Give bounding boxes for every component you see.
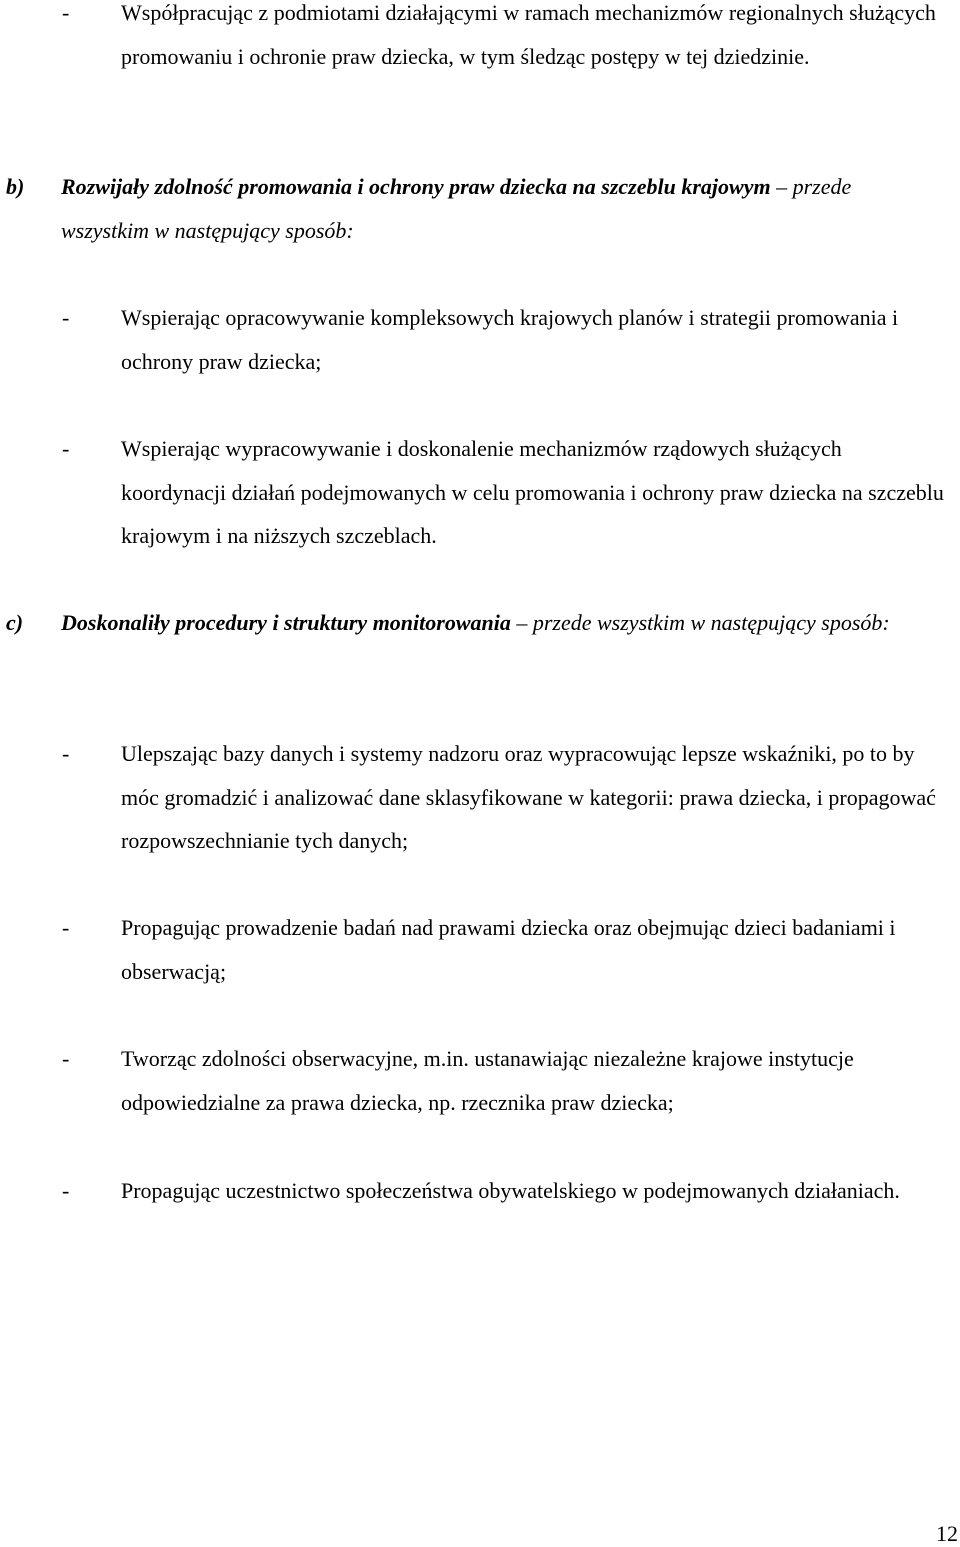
- list-item-text: Współpracując z podmiotami działającymi w ramach mechanizmów regionalnych służących promowaniu i ochronie praw dziecka, w tym śledząc postępy w tej dziedzinie.: [121, 0, 936, 69]
- list-item-text: Ulepszając bazy danych i systemy nadzoru oraz wypracowując lepsze wskaźniki, po to by móc gromadzić i analizować dane sklasyfikowane w kategorii: prawa dziecka, i propagować rozpowszechnianie tych danych;: [121, 741, 936, 853]
- section-heading-bold: Doskonaliły procedury i struktury monitorowania: [61, 610, 511, 635]
- section-heading-rest: – przede wszystkim w następujący sposób:: [510, 610, 890, 635]
- list-item: [0, 906, 960, 993]
- list-dash: -: [62, 1046, 70, 1071]
- list-dash: -: [62, 1178, 70, 1203]
- list-item-text: Propagując prowadzenie badań nad prawami dziecka oraz obejmując dzieci badaniami i obserwacją;: [121, 915, 896, 984]
- section-c-heading: [0, 601, 960, 645]
- list-item: [0, 296, 960, 383]
- list-dash: -: [62, 305, 70, 330]
- page-number: 12: [936, 1521, 958, 1546]
- list-item: [0, 1169, 960, 1213]
- list-item-text: Wspierając wypracowywanie i doskonalenie mechanizmów rządowych służących koordynacji działań podejmowanych w celu promowania i ochrony praw dziecka na szczeblu krajowym i na niższych szczeblach.: [121, 436, 944, 548]
- list-item: [0, 732, 960, 863]
- list-item-text: Tworząc zdolności obserwacyjne, m.in. ustanawiając niezależne krajowe instytucje odpowiedzialne za prawa dziecka, np. rzecznika praw dziecka;: [121, 1046, 854, 1115]
- section-heading-rest: – przede wszystkim w następujący sposób:: [61, 174, 852, 243]
- section-b-heading: [0, 165, 960, 252]
- list-item: [0, 1037, 960, 1124]
- list-item-text: Propagując uczestnictwo społeczeństwa obywatelskiego w podejmowanych działaniach.: [121, 1178, 900, 1203]
- section-letter: b): [6, 174, 25, 199]
- section-heading-bold: Rozwijały zdolność promowania i ochrony praw dziecka na szczeblu krajowym: [61, 174, 771, 199]
- list-item: [0, 427, 960, 558]
- list-dash: -: [62, 741, 70, 766]
- list-item-text: Wspierając opracowywanie kompleksowych krajowych planów i strategii promowania i ochrony praw dziecka;: [121, 305, 899, 374]
- list-dash: -: [62, 0, 70, 25]
- list-dash: -: [62, 915, 70, 940]
- list-dash: -: [62, 436, 70, 461]
- list-item: [0, 0, 960, 78]
- section-letter: c): [6, 610, 24, 635]
